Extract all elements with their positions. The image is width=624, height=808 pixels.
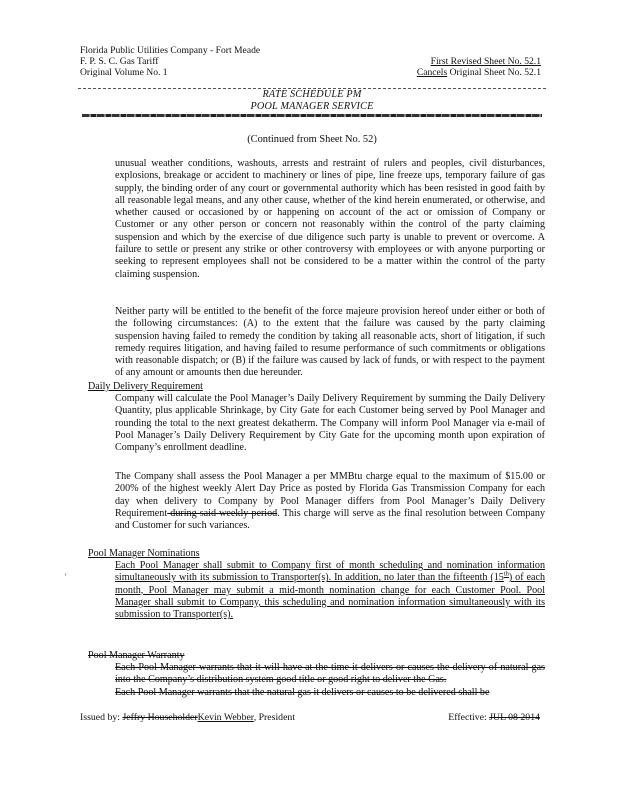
force-majeure-paragraph-2: Neither party will be entitled to the benefit of the force majeure provision hereof under either or both of the following circumstances: (A) to the extent that the failure was caused by the party claiming suspension having failed to remedy the condition by taking all reasonable acts, short of litigation, if such remedy requires litigation, and having failed to resume performance of such commitments or obligations with reasonable dispatch; or (B) if the failure was caused by lack of funds, or with respect to the payment of any amount or amounts then due hereunder. [115,306,545,379]
tariff-header-right [417,56,541,78]
warranty-heading-text: Pool Manager Warranty [88,650,185,661]
warranty-p1-text: Each Pool Manager warrants that it will have at the time it delivers or causes the delivery of natural gas into the Company’s distribution system good title or good right to deliver the Gas. [115,662,545,686]
daily-delivery-heading-text: Daily Delivery Requirement [88,381,203,392]
continued-note: (Continued from Sheet No. 52) [247,134,377,145]
tariff-name: F. P. S. C. Gas Tariff [80,56,159,67]
nominations-superscript: th [503,570,509,578]
warranty-p2-text: Each Pool Manager warrants that the natural gas it delivers or causes to be delivered shall be [115,687,490,698]
daily-delivery-paragraph-1: Company will calculate the Pool Manager’s Daily Delivery Requirement by summing the Daily Delivery Quantity, plus applicable Shrinkage, by City Gate for each Customer being served by Pool Manager and rounding the total to the next greatest dekatherm. The Company will inform Pool Manager via e-mail of Pool Manager’s Daily Delivery Requirement by City Gate for the upcoming month upon expiration of Company’s enrollment deadline. [115,393,545,454]
cancels-rest: Original Sheet No. 52.1 [447,67,541,78]
issued-by [80,712,295,723]
nominations-text-a: Each Pool Manager shall submit to Company first of month scheduling and nomination information simultaneously with its submission to Transporter(s). In addition, no later than the fifteenth (15 [115,560,545,584]
schedule-title-line1: RATE SCHEDULE PM [262,89,362,100]
nominations-heading-text: Pool Manager Nominations [88,548,200,559]
daily-delivery-heading [88,381,203,393]
issued-deleted-name: Jeffry Householder [122,712,198,723]
effective-date [448,712,540,723]
issued-inserted-name: Kevin Webber [197,712,254,723]
force-majeure-paragraph-1: unusual weather conditions, washouts, arrests and restraint of rulers and peoples, civil disturbances, explosions, breakage or accident to machinery or lines of pipe, line freeze ups, temporary failure of gas supply, the binding order of any court or governmental authority which has been resisted in good faith by all reasonable legal means, and any other cause, whether of the kind herein enumerated, or otherwise, and whether caused or occasioned by or happening on account of the act or omission of Company or Customer or any other person or concern not reasonably within the control of the party claiming suspension and which by the exercise of due diligence such party is unable to prevent or overcome. A failure to settle or present any strike or other controversy with employees or with anyone purporting or seeking to represent employees shall not be considered to be a matter within the control of the party claiming suspension. [115,158,545,280]
warranty-heading [88,650,185,662]
revision-margin-mark: ’ [64,572,67,582]
sheet-number: First Revised Sheet No. 52.1 [430,56,541,67]
effective-label: Effective: [448,712,490,723]
warranty-paragraph-2 [115,687,545,699]
cancels-line [417,67,541,78]
nominations-paragraph [115,560,545,621]
cancels-word: Cancels [416,67,448,78]
effective-deleted-date: JUL 08 2014 [489,712,540,723]
daily-delivery-paragraph-2 [115,471,545,532]
daily-delivery-p2-text-b: . This charge will serve as the final resolution between Company and Customer for such variances. [115,507,546,532]
warranty-paragraph-1 [115,662,545,687]
schedule-title-line2: POOL MANAGER SERVICE [250,101,374,112]
tariff-header-left [80,45,260,78]
company-name: Florida Public Utilities Company - Fort Meade [80,45,261,56]
issued-title: , President [253,712,296,723]
volume-name: Original Volume No. 1 [80,67,168,78]
daily-delivery-p2-text-a: The Company shall assess the Pool Manager a per MMBtu charge equal to the maximum of $15.00 or 200% of the highest weekly Alert Day Price as posted by Florida Gas Transmission Company for each day when delivery to Company by Pool Manager differs from Pool Manager’s Daily Delivery Requirement [115,471,545,519]
daily-delivery-p2-deleted: during said weekly period [167,507,278,519]
title-rule [82,114,542,117]
schedule-title [0,89,624,113]
nominations-heading [88,548,200,560]
issued-label: Issued by: [80,712,123,723]
nominations-text-b: ) of each month, Pool Manager may submit a mid-month nomination change for each Customer Pool. Pool Manager shall submit to Company, this scheduling and nomination information simultaneously with its submission to Transporter(s). [115,572,545,621]
